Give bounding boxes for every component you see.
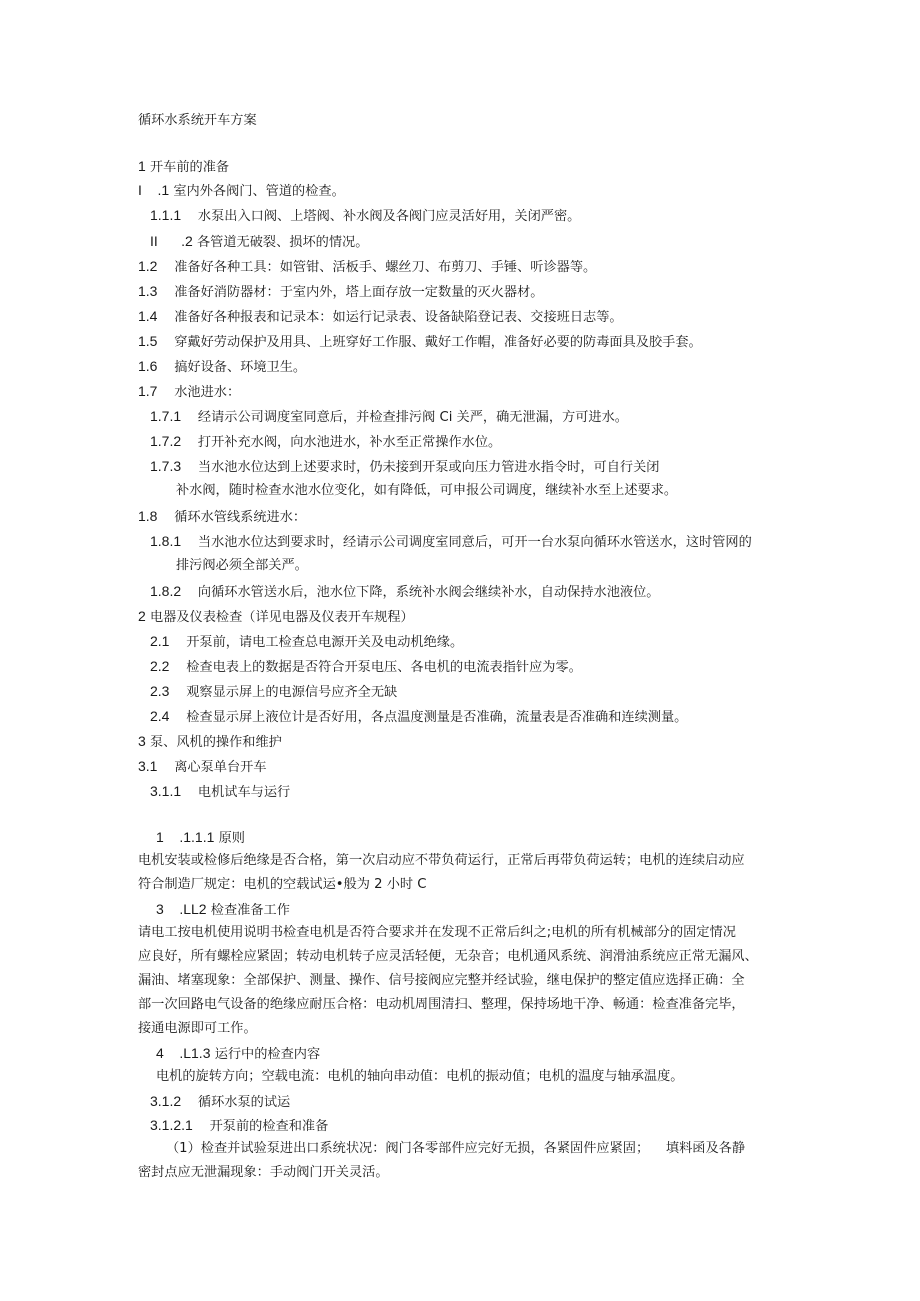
section-number: I .1: [138, 182, 170, 198]
item-1-7-1: [150, 407, 628, 427]
section-text: 水泵出入口阀、上塔阀、补水阀及各阀门应灵活好用，关闭严密。: [197, 209, 581, 224]
paragraph-line: 请电工按电机使用说明书检查电机是否符合要求并在发现不正常后纠之;电机的所有机械部分的固定情况: [138, 925, 736, 940]
paragraph-line: 部一次回路电气设备的绝缘应耐压合格：电动机周围清扫、整理，保持场地干净、畅通：检查准备完毕，: [138, 997, 745, 1012]
section-number: 1.7.1: [150, 408, 182, 424]
section-text: 运行中的检查内容: [214, 1047, 321, 1062]
section-text: 观察显示屏上的电源信号应齐全无缺: [186, 685, 398, 700]
section-text: 准备好各种工具：如管钳、活板手、螺丝刀、布剪刀、手锤、听诊器等。: [174, 260, 597, 275]
section-number: 1.8.1: [150, 533, 182, 549]
section-number: II .2: [150, 233, 193, 249]
section-text: 穿戴好劳动保护及用具、上班穿好工作服、戴好工作帽，准备好必要的防毒面具及胶手套。: [174, 335, 702, 350]
item-1-8: [138, 507, 306, 527]
item-3-1-2-1: [150, 1116, 328, 1136]
section-number: 1.5: [138, 333, 158, 349]
section-text: 泵、风机的操作和维护: [150, 735, 282, 750]
heading-2: [138, 607, 414, 627]
section-number: 1: [138, 158, 146, 174]
section-number: 1.3: [138, 283, 158, 299]
section-number: 1.4: [138, 308, 158, 324]
section-text: 各管道无破裂、损坏的情况。: [197, 235, 369, 250]
section-text: 循环水管线系统进水：: [174, 510, 307, 525]
section-number: 3: [138, 733, 146, 749]
section-number: 2.2: [150, 658, 170, 674]
item-2-2: [150, 657, 582, 677]
item-3-1-1-1: [156, 828, 245, 848]
item-1-8-1: [150, 532, 752, 552]
heading-3: [138, 732, 282, 752]
section-number: 2.3: [150, 683, 170, 699]
paragraph-line: （1）检查并试验泵进出口系统状况：阀门各零部件应完好无损，各紧固件应紧固； 填料函及各静: [166, 1141, 746, 1156]
item-2-1: [150, 632, 463, 652]
section-number: 2: [138, 608, 146, 624]
section-number: 3 .LL2: [156, 901, 207, 917]
section-text: 水池进水：: [174, 385, 241, 400]
section-number: 3.1.2.1: [150, 1117, 193, 1133]
section-text: 准备好各种报表和记录本：如运行记录表、设备缺陷登记表、交接班日志等。: [174, 310, 623, 325]
section-text: 检查准备工作: [210, 903, 290, 918]
item-1-4: [138, 307, 623, 327]
section-text: 搞好设备、环境卫生。: [174, 360, 307, 375]
section-text: 经请示公司调度室同意后，并检查排污阀 Ci 关严，确无泄漏，方可进水。: [197, 410, 628, 425]
section-number: 1.2: [138, 258, 158, 274]
section-number: 1.1.1: [150, 207, 182, 223]
paragraph-line: 电机的旋转方向；空载电流：电机的轴向串动值：电机的振动值；电机的温度与轴承温度。: [156, 1069, 684, 1084]
item-3-1-1: [150, 782, 290, 802]
section-text: 电机试车与运行: [197, 785, 291, 800]
item-1-5: [138, 332, 702, 352]
section-text: 打开补充水阀，向水池进水，补水至正常操作水位。: [197, 435, 502, 450]
document-title: 循环水系统开车方案: [138, 113, 257, 128]
item-1-2: [138, 257, 596, 277]
item-3-1-1-2: [156, 900, 290, 920]
section-number: 1.7.2: [150, 433, 182, 449]
paragraph-line: 符合制造厂规定：电机的空载试运•般为 2 小时 C: [138, 877, 427, 892]
section-text: 开泵前，请电工检查总电源开关及电动机绝缘。: [186, 635, 464, 650]
section-number: 3.1.1: [150, 783, 182, 799]
section-text: 室内外各阀门、管道的检查。: [173, 184, 345, 199]
section-text: 电器及仪表检查（详见电器及仪表开车规程）: [150, 610, 414, 625]
section-text: 开车前的准备: [150, 160, 230, 175]
section-text: 原则: [218, 831, 245, 846]
section-number: 4 .L1.3: [156, 1045, 211, 1061]
item-1-3: [138, 282, 544, 302]
item-1-8-2: [150, 582, 659, 602]
section-number: 1.7: [138, 383, 158, 399]
section-text: 当水池水位达到上述要求时，仍未接到开泵或向压力管进水指令时，可自行关闭: [197, 460, 660, 475]
item-2-3: [150, 682, 397, 702]
paragraph-line: 电机安装或检修后绝缘是否合格，第一次启动应不带负荷运行，正常后再带负荷运转；电机的连续启动应: [138, 853, 745, 868]
section-text: 准备好消防器材：于室内外，塔上面存放一定数量的灭火器材。: [174, 285, 544, 300]
section-text: 离心泵单台开车: [174, 760, 267, 775]
item-1-8-1-cont: [176, 557, 308, 575]
section-number: 3.1: [138, 758, 158, 774]
item-1-7-3-cont: [176, 482, 677, 500]
section-text: 当水池水位达到要求时，经请示公司调度室同意后，可开一台水泵向循环水管送水，这时管网的: [197, 535, 752, 550]
item-1-6: [138, 357, 306, 377]
section-text: 检查显示屏上液位计是否好用，各点温度测量是否准确，流量表是否准确和连续测量。: [186, 710, 688, 725]
section-number: 1.8: [138, 508, 158, 524]
section-number: 2.4: [150, 708, 170, 724]
heading-1-1: [138, 181, 345, 201]
item-1-7-2: [150, 432, 501, 452]
paragraph-line: 漏油、堵塞现象：全部保护、测量、操作、信号接阀应完整并经试验，继电保护的整定值应选择正确：全: [138, 973, 745, 988]
section-number: 1.8.2: [150, 583, 182, 599]
section-text: 循环水泵的试运: [197, 1095, 291, 1110]
item-3-1: [138, 757, 267, 777]
paragraph-line: 应良好，所有螺栓应紧固；转动电机转子应灵活轻便，无杂音；电机通风系统、润滑油系统应正常无漏风、: [138, 949, 758, 964]
item-1-7-3: [150, 457, 659, 477]
section-number: 1.6: [138, 358, 158, 374]
item-1-1-2: [150, 232, 368, 252]
paragraph-line: 接通电源即可工作。: [138, 1021, 257, 1036]
item-3-1-1-3: [156, 1044, 320, 1064]
section-text: 检查电表上的数据是否符合开泵电压、各电机的电流表指针应为零。: [186, 660, 582, 675]
item-1-1-1: [150, 206, 580, 226]
section-text: 开泵前的检查和准备: [209, 1119, 329, 1134]
item-3-1-2: [150, 1092, 290, 1112]
paragraph-line: 密封点应无泄漏现象：手动阀门开关灵活。: [138, 1165, 389, 1180]
item-1-7: [138, 382, 240, 402]
section-text: 补水阀，随时检查水池水位变化，如有降低，可申报公司调度，继续补水至上述要求。: [176, 483, 678, 498]
heading-1: [138, 157, 229, 177]
section-number: 3.1.2: [150, 1093, 182, 1109]
section-text: 排污阀必须全部关严。: [176, 558, 308, 573]
section-number: 2.1: [150, 633, 170, 649]
item-2-4: [150, 707, 687, 727]
section-text: 向循环水管送水后，池水位下降，系统补水阀会继续补水，自动保持水池液位。: [197, 585, 660, 600]
section-number: 1 .1.1.1: [156, 829, 215, 845]
section-number: 1.7.3: [150, 458, 182, 474]
